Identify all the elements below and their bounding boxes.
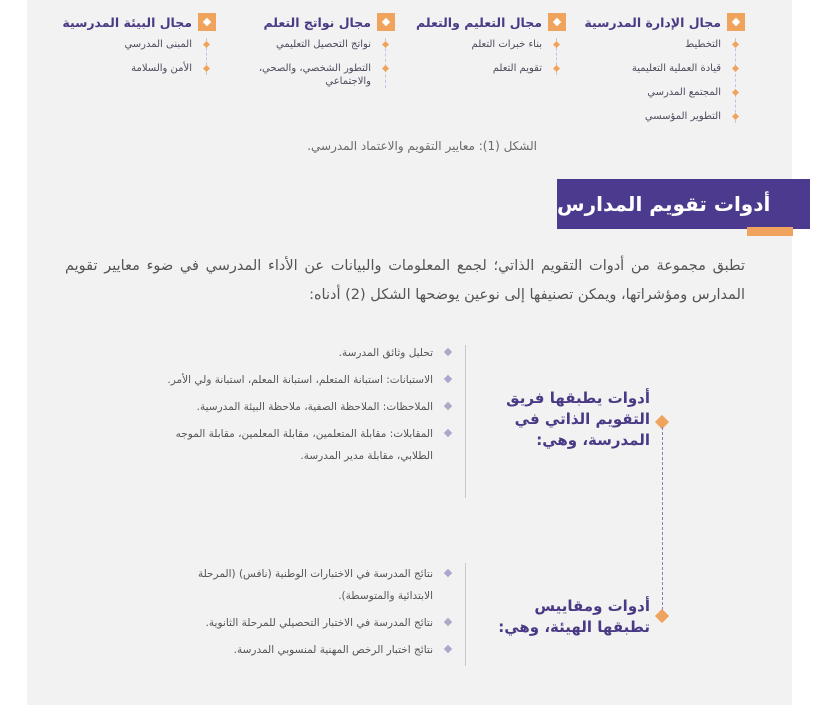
divider-line (465, 563, 466, 666)
list-item: المقابلات: مقابلة المتعلمين، مقابلة المعلمين، مقابلة الموجه الطلابي، مقابلة مدير المدرسة. (163, 423, 453, 467)
domain-item: الأمن والسلامة (62, 62, 206, 75)
domain-learning-outcomes (251, 12, 395, 99)
diamond-bullet-icon (727, 13, 745, 31)
domain-items (62, 38, 207, 75)
domain-item: نواتج التحصيل التعليمي (251, 38, 385, 51)
list-item: نتائج المدرسة في الاختبارات الوطنية (نافس) (المرحلة الابتدائية والمتوسطة). (163, 563, 453, 607)
domain-title: مجال التعليم والتعلم (416, 14, 542, 30)
list-item: الاستبانات: استبانة المتعلم، استبانة المعلم، استبانة ولي الأمر. (163, 369, 453, 391)
diamond-bullet-icon (198, 13, 216, 31)
divider-line (465, 345, 466, 498)
title-accent-bar (747, 227, 793, 236)
domain-items (416, 38, 557, 75)
domain-item: المبنى المدرسي (62, 38, 206, 51)
section-title: أدوات تقويم المدارس (557, 179, 810, 229)
tools-list-commission (163, 563, 453, 666)
intro-paragraph: تطبق مجموعة من أدوات التقويم الذاتي؛ لجمع المعلومات والبيانات عن الأداء المدرسي في ضوء معايير تقويم المدارس ومؤشراتها، ويمكن تصنيفها إلى نوعين يوضحها الشكل (2) أدناه: (65, 258, 745, 303)
domain-item: التطوير المؤسسي (584, 110, 735, 123)
list-item: نتائج المدرسة في الاختبار التحصيلي للمرحلة الثانوية. (163, 612, 453, 634)
domain-item: التخطيط (584, 38, 735, 51)
domain-title: مجال البيئة المدرسية (62, 14, 192, 30)
list-item: نتائج اختبار الرخص المهنية لمنسوبي المدرسة. (163, 639, 453, 661)
group-title-commission: أدوات ومقاييس تطبقها الهيئة، وهي: (498, 597, 650, 636)
list-item: الملاحظات: الملاحظة الصفية، ملاحظة البيئة المدرسية. (163, 396, 453, 418)
domain-school-administration (584, 12, 745, 134)
figure-caption: الشكل (1): معايير التقويم والاعتماد المدرسي. (307, 139, 537, 153)
domain-item: قيادة العملية التعليمية (584, 62, 735, 75)
domain-items (584, 38, 736, 123)
domain-item: التطور الشخصي، والصحي، والاجتماعي (251, 62, 385, 88)
domain-items (251, 38, 386, 88)
domain-teaching-learning (416, 12, 566, 86)
domain-school-environment (62, 12, 216, 86)
list-item: تحليل وثائق المدرسة. (163, 342, 453, 364)
domain-item: تقويم التعلم (416, 62, 556, 75)
connector-dashed-line (662, 427, 663, 615)
group-title-self-evaluation: أدوات يطبقها فريق التقويم الذاتي في المدرسة، وهي: (506, 389, 650, 449)
domain-title: مجال نواتج التعلم (263, 14, 371, 30)
domain-title: مجال الإدارة المدرسية (584, 14, 721, 30)
diamond-bullet-icon (548, 13, 566, 31)
domain-item: المجتمع المدرسي (584, 86, 735, 99)
tools-list-self-evaluation (163, 342, 453, 472)
diamond-bullet-icon (377, 13, 395, 31)
domain-item: بناء خبرات التعلم (416, 38, 556, 51)
